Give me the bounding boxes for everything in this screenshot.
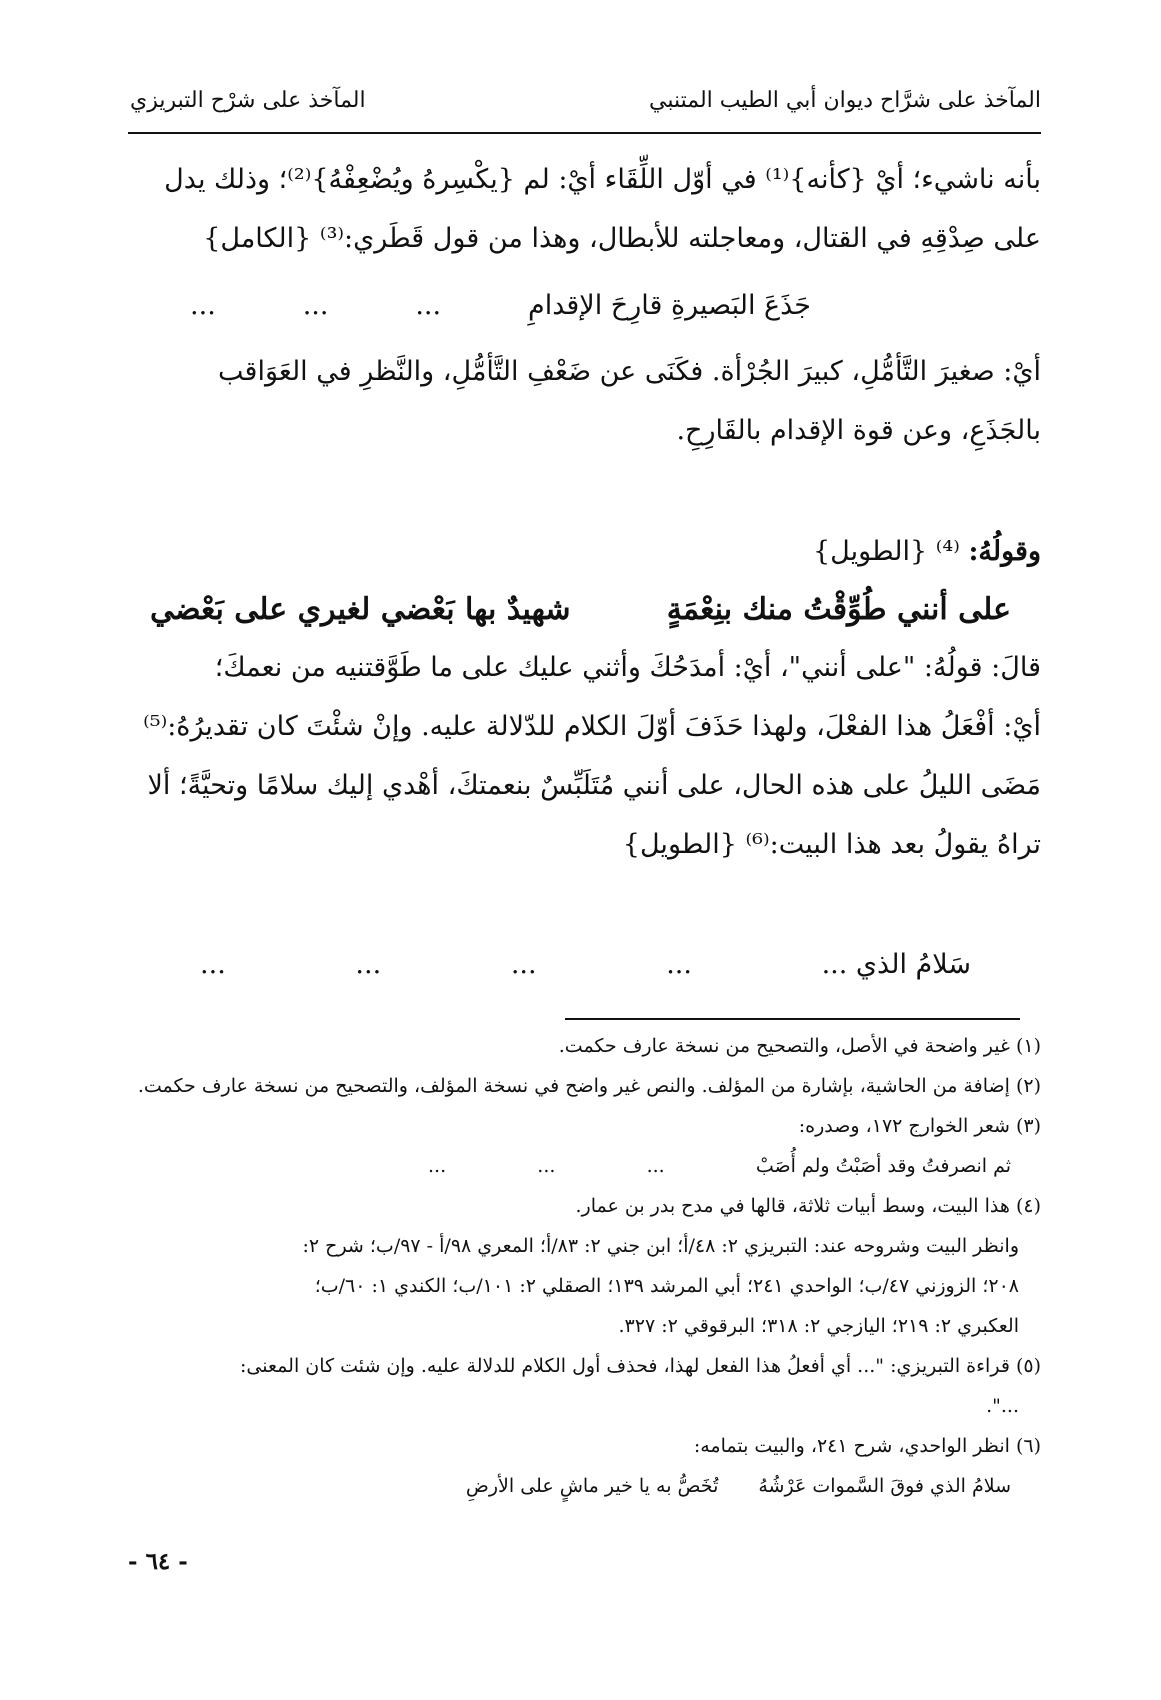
footnote-4-line-2: وانظر البيت وشروحه عند: التبريزي ٢: ٤٨/أ؛ ابن جني ٢: ٨٣/أ؛ المعري ٩٨/أ - ٩٧/ب؛ شرح ٢: bbox=[302, 1235, 1019, 1257]
poem-2-dots: ... bbox=[510, 949, 537, 980]
paragraph-2-line-2: بالجَذَعِ، وعن قوة الإقدام بالقَارِحِ. bbox=[676, 415, 1041, 446]
page-number: - ٦٤ - bbox=[128, 1548, 188, 1575]
poem-1-line bbox=[190, 276, 811, 335]
verse bbox=[150, 580, 1011, 639]
footnotes bbox=[128, 1026, 1041, 1506]
footnote-4: (٤) هذا البيت، وسط أبيات ثلاثة، قالها في مدح بدر بن عمار. bbox=[575, 1195, 1041, 1217]
meter-label: {الطويل} bbox=[812, 536, 928, 567]
verse-first-hemistich: على أنني طُوِّقْتُ منك بنِعْمَةٍ bbox=[666, 592, 1011, 627]
paragraph-1-line-1: بأنه ناشيء؛ أيْ {كأنه}⁽¹⁾ في أوّل اللِّقَاء أيْ: لم {يكْسِرهُ ويُضْعِفْهُ}⁽²⁾؛ وذلك يدل bbox=[164, 164, 1041, 195]
footnote-5-line-2: ...". bbox=[986, 1395, 1019, 1417]
poem-2-start: سَلامُ الذي ... bbox=[821, 949, 971, 980]
poem-1-dots: ... bbox=[190, 290, 216, 321]
poem-1-dots: ... bbox=[415, 290, 442, 321]
footnote-1: (١) غير واضحة في الأصل، والتصحيح من نسخة عارف حكمت. bbox=[558, 1035, 1041, 1057]
verse-second-hemistich: شهيدٌ بها بَعْضي لغيري على بَعْضي bbox=[150, 592, 571, 627]
paragraph-2-line-1: أيْ: صغيرَ التَّأمُّلِ، كبيرَ الجُرْأة. فكَنَى عن ضَعْفِ التَّأمُّلِ، والنَّظرِ في العَوَاقب bbox=[218, 356, 1041, 387]
footnote-4-line-4: العكبري ٢: ٢١٩؛ اليازجي ٢: ٣١٨؛ البرقوقي ٢: ٣٢٧. bbox=[618, 1315, 1019, 1337]
section-2-heading bbox=[128, 522, 1041, 581]
paragraph-1 bbox=[128, 150, 1041, 268]
paragraph-3 bbox=[128, 638, 1041, 874]
poem-1-dots: ... bbox=[302, 290, 329, 321]
poem-2-dots: ... bbox=[355, 949, 382, 980]
poem-1 bbox=[190, 276, 811, 335]
poem-2 bbox=[200, 935, 971, 994]
footnote-6: (٦) انظر الواحدي، شرح ٢٤١، والبيت بتمامه: bbox=[693, 1435, 1041, 1457]
poem-1-hemistich: جَذَعَ البَصيرةِ قارِحَ الإقدامِ bbox=[528, 290, 811, 321]
poem-2-dots: ... bbox=[200, 949, 226, 980]
header-rule bbox=[128, 132, 1041, 134]
running-head-book-title: المآخذ على شرَّاح ديوان أبي الطيب المتنبي bbox=[649, 88, 1041, 113]
footnote-5: (٥) قراءة التبريزي: "... أي أفعلُ هذا الفعل لهذا، فحذف أول الكلام للدلالة عليه. وإن شئت كان المعنى: bbox=[240, 1355, 1041, 1377]
section-heading: وقولُهُ: bbox=[968, 536, 1041, 567]
paragraph-3-line-2: أيْ: أفْعَلُ هذا الفعْلَ، ولهذا حَذَفَ أوّلَ الكلام للدّلالة عليه. وإنْ شئْتَ كان تقديرُهُ:⁽⁵⁾ bbox=[143, 711, 1041, 742]
paragraph-2 bbox=[128, 342, 1041, 460]
footnote-2: (٢) إضافة من الحاشية، بإشارة من المؤلف. والنص غير واضح في نسخة المؤلف، والتصحيح من نسخة عارف حكمت. bbox=[137, 1075, 1041, 1097]
running-head-chapter-title: المآخذ على شرْح التبريزي bbox=[130, 88, 366, 113]
footnote-3-verse: ثم انصرفتُ وقد أصَبْتُ ولم أُصَبْ ... ... ... bbox=[428, 1155, 1011, 1177]
running-head bbox=[130, 88, 1041, 128]
paragraph-3-line-1: قالَ: قولُهُ: "على أنني"، أيْ: أمدَحُكَ وأثني عليك على ما طَوَّقتنيه من نعمكَ؛ bbox=[214, 652, 1041, 683]
footnote-6-verse: سلامُ الذي فوقَ السَّموات عَرْشُهُ تُخَصُّ به يا خير ماشٍ على الأرضِ bbox=[465, 1475, 1011, 1497]
paragraph-3-line-3: مَضَى الليلُ على هذه الحال، على أنني مُتَلَبِّسٌ بنعمتكَ، أهْدي إليك سلامًا وتحيَّةً؛ ألا bbox=[147, 770, 1041, 801]
footnote-ref-4: ⁽⁴⁾ bbox=[935, 536, 960, 567]
footnote-3: (٣) شعر الخوارج ١٧٢، وصدره: bbox=[798, 1115, 1041, 1137]
paragraph-3-line-4: تراهُ يقولُ بعد هذا البيت:⁽⁶⁾ {الطويل} bbox=[622, 829, 1041, 860]
footnote-rule bbox=[565, 1018, 1020, 1020]
poem-2-dots: ... bbox=[666, 949, 692, 980]
paragraph-1-line-2: على صِدْقِهِ في القتال، ومعاجلته للأبطال، وهذا من قول قَطَري:⁽³⁾ {الكامل} bbox=[203, 223, 1041, 254]
footnote-4-line-3: ٢٠٨؛ الزوزني ٤٧/ب؛ الواحدي ٢٤١؛ أبي المرشد ١٣٩؛ الصقلي ٢: ١٠١/ب؛ الكندي ١: ٦٠/ب؛ bbox=[314, 1275, 1019, 1297]
